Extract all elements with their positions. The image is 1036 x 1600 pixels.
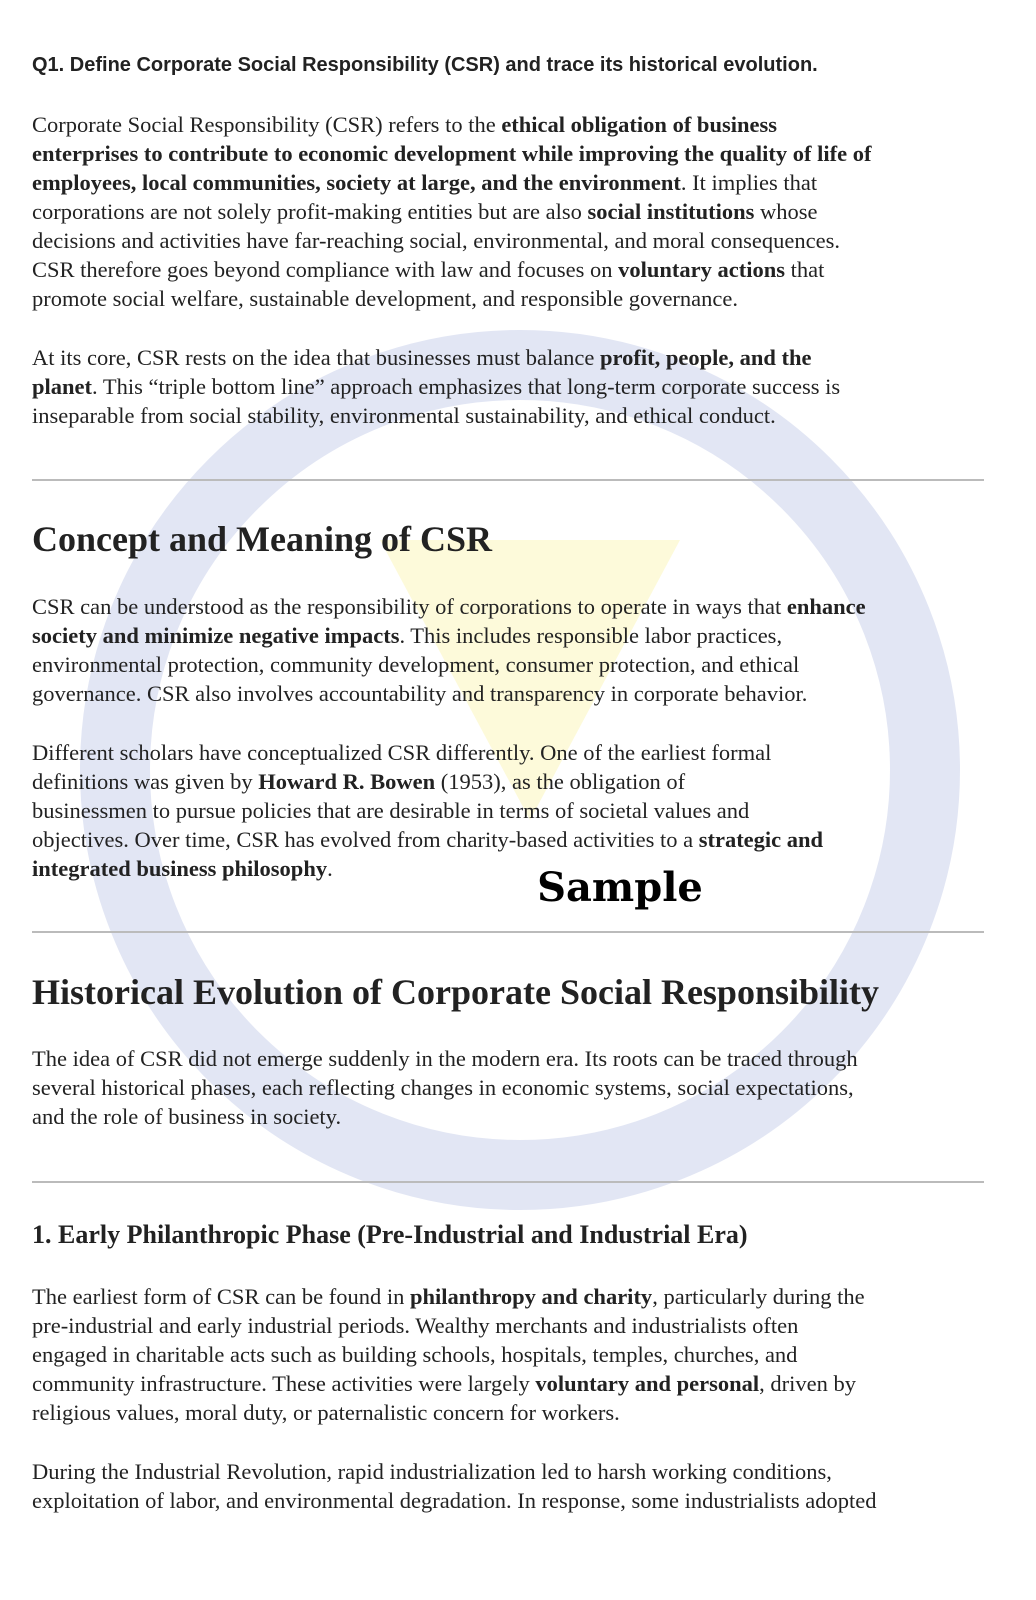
paragraph-line — [32, 1369, 865, 1398]
text: . This “triple bottom line” approach emphasizes that long-term corporate success is — [92, 374, 841, 399]
paragraph — [32, 1457, 877, 1515]
paragraph-line — [32, 284, 871, 313]
paragraph-line — [32, 168, 871, 197]
paragraph — [32, 1044, 858, 1131]
bold-text: voluntary actions — [618, 257, 785, 282]
text: (1953), as the obligation of — [435, 769, 686, 794]
bold-text: integrated business philosophy — [32, 856, 328, 881]
text: environmental protection, community development, consumer protection, and ethical — [32, 652, 800, 677]
text: , driven by — [759, 1371, 857, 1396]
paragraph-line — [32, 197, 871, 226]
text: promote social welfare, sustainable development, and responsible governance. — [32, 286, 739, 311]
text: and the role of business in society. — [32, 1104, 342, 1129]
text: inseparable from social stability, environmental sustainability, and ethical conduct. — [32, 403, 776, 428]
divider — [32, 479, 984, 481]
paragraph-line — [32, 1311, 865, 1340]
text: decisions and activities have far-reaching social, environmental, and moral consequences. — [32, 228, 840, 253]
bold-text: enhance — [786, 594, 866, 619]
paragraph-line — [32, 796, 823, 825]
paragraph-line — [32, 110, 871, 139]
text: community infrastructure. These activities were largely — [32, 1371, 536, 1396]
paragraph-line — [32, 738, 823, 767]
text: . It implies that — [680, 170, 818, 195]
text: , particularly during the — [652, 1284, 865, 1309]
bold-text: planet — [32, 374, 93, 399]
text: . — [327, 856, 333, 881]
text: whose — [754, 199, 818, 224]
bold-text: society and minimize negative impacts — [32, 623, 400, 648]
bold-text: enterprises to contribute to economic development while improving the quality of life of — [32, 141, 872, 166]
paragraph — [32, 1282, 865, 1427]
text: corporations are not solely profit-making entities but are also — [32, 199, 588, 224]
bold-text: voluntary and personal — [535, 1371, 760, 1396]
paragraph-line — [32, 621, 866, 650]
text: Corporate Social Responsibility (CSR) refers to the — [32, 112, 502, 137]
section-heading-concept: Concept and Meaning of CSR — [32, 519, 493, 559]
bold-text: philanthropy and charity — [410, 1284, 653, 1309]
section-heading-history: Historical Evolution of Corporate Social Responsibility — [32, 972, 880, 1012]
question-title: Q1. Define Corporate Social Responsibility (CSR) and trace its historical evolution. — [32, 54, 818, 76]
text: The idea of CSR did not emerge suddenly in the modern era. Its roots can be traced through — [32, 1046, 858, 1071]
paragraph-line — [32, 255, 871, 284]
text: Different scholars have conceptualized CSR differently. One of the earliest formal — [32, 740, 772, 765]
paragraph-line — [32, 650, 866, 679]
text: The earliest form of CSR can be found in — [32, 1284, 411, 1309]
divider — [32, 931, 984, 933]
paragraph-line — [32, 1073, 858, 1102]
text: exploitation of labor, and environmental degradation. In response, some industrialists adopted — [32, 1488, 877, 1513]
text: governance. CSR also involves accountability and transparency in corporate behavior. — [32, 681, 808, 706]
text: During the Industrial Revolution, rapid industrialization led to harsh working conditions, — [32, 1459, 832, 1484]
paragraph-line — [32, 226, 871, 255]
paragraph-line — [32, 1282, 865, 1311]
text: CSR can be understood as the responsibility of corporations to operate in ways that — [32, 594, 787, 619]
text: businessmen to pursue policies that are desirable in terms of societal values and — [32, 798, 750, 823]
bold-text: ethical obligation of business — [501, 112, 777, 137]
bold-text: social institutions — [587, 199, 755, 224]
text: that — [785, 257, 825, 282]
paragraph-line — [32, 1398, 865, 1427]
paragraph-line — [32, 343, 840, 372]
paragraph-line — [32, 1102, 858, 1131]
text: several historical phases, each reflecting changes in economic systems, social expectations, — [32, 1075, 854, 1100]
text: CSR therefore goes beyond compliance with law and focuses on — [32, 257, 619, 282]
paragraph-line — [32, 1486, 877, 1515]
paragraph-line — [32, 767, 823, 796]
text: At its core, CSR rests on the idea that businesses must balance — [32, 345, 601, 370]
bold-text: profit, people, and the — [600, 345, 812, 370]
paragraph-line — [32, 1044, 858, 1073]
bold-text: strategic and — [698, 827, 824, 852]
text: pre-industrial and early industrial periods. Wealthy merchants and industrialists often — [32, 1313, 799, 1338]
paragraph-line — [32, 592, 866, 621]
subsection-heading-phase1: 1. Early Philanthropic Phase (Pre-Industrial and Industrial Era) — [32, 1220, 748, 1249]
text: definitions was given by — [32, 769, 259, 794]
paragraph-line — [32, 825, 823, 854]
paragraph-line — [32, 139, 871, 168]
paragraph — [32, 343, 840, 430]
bold-text: employees, local communities, society at large, and the environment — [32, 170, 681, 195]
paragraph-line — [32, 372, 840, 401]
paragraph — [32, 110, 871, 313]
bold-text: Howard R. Bowen — [258, 769, 436, 794]
paragraph-line — [32, 1340, 865, 1369]
text: . This includes responsible labor practices, — [399, 623, 783, 648]
text: engaged in charitable acts such as building schools, hospitals, temples, churches, and — [32, 1342, 798, 1367]
paragraph — [32, 592, 866, 708]
text: religious values, moral duty, or paternalistic concern for workers. — [32, 1400, 620, 1425]
text: objectives. Over time, CSR has evolved from charity-based activities to a — [32, 827, 699, 852]
paragraph-line — [32, 1457, 877, 1486]
sample-stamp: Sample — [537, 864, 703, 911]
divider — [32, 1181, 984, 1183]
paragraph-line — [32, 679, 866, 708]
paragraph-line — [32, 401, 840, 430]
